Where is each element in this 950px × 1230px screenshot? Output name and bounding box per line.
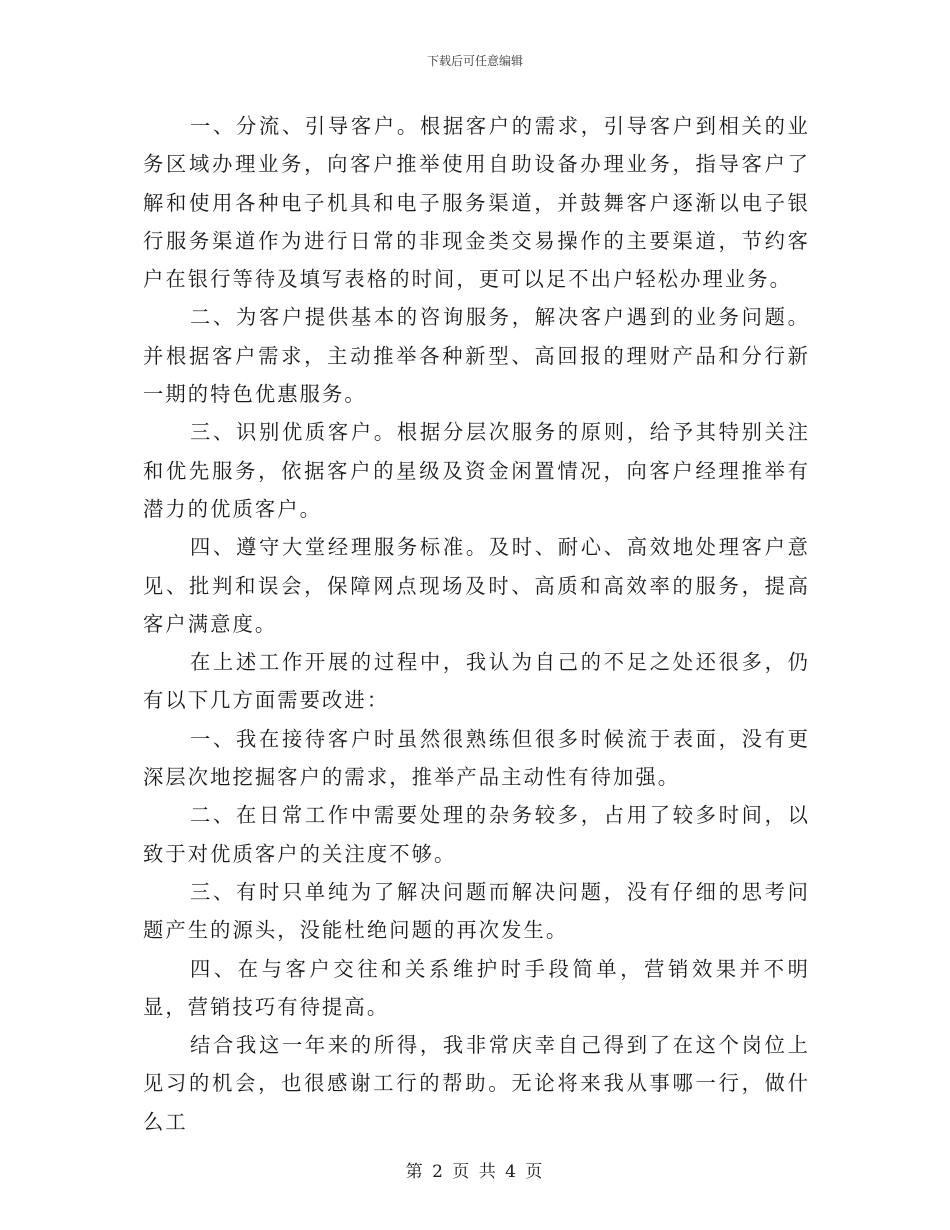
paragraph-10: 结合我这一年来的所得，我非常庆幸自己得到了在这个岗位上见习的机会，也很感谢工行的帮助。无论将来我从事哪一行，做什么工 bbox=[143, 1033, 810, 1134]
paragraph-8: 三、有时只单纯为了解决问题而解决问题，没有仔细的思考问题产生的源头，没能杜绝问题的再次发生。 bbox=[143, 879, 810, 943]
page-footer: 第 2 页 共 4 页 bbox=[405, 1162, 545, 1182]
document-body bbox=[143, 107, 810, 1141]
paragraph-6: 一、我在接待客户时虽然很熟练但很多时候流于表面，没有更深层次地挖掘客户的需求，推举产品主动性有待加强。 bbox=[143, 726, 810, 790]
paragraph-4: 四、遵守大堂经理服务标准。及时、耐心、高效地处理客户意见、批判和误会，保障网点现场及时、高质和高效率的服务，提高客户满意度。 bbox=[143, 535, 810, 636]
paragraph-1: 一、分流、引导客户。根据客户的需求，引导客户到相关的业务区域办理业务，向客户推举使用自助设备办理业务，指导客户了解和使用各种电子机具和电子服务渠道，并鼓舞客户逐渐以电子银行服务渠道作为进行日常的非现金类交易操作的主要渠道，节约客户在银行等待及填写表格的时间，更可以足不出户轻松办理业务。 bbox=[143, 114, 810, 292]
paragraph-2: 二、为客户提供基本的咨询服务，解决客户遇到的业务问题。并根据客户需求，主动推举各种新型、高回报的理财产品和分行新一期的特色优惠服务。 bbox=[143, 305, 810, 407]
paragraph-5: 在上述工作开展的过程中，我认为自己的不足之处还很多，仍有以下几方面需要改进： bbox=[143, 650, 810, 713]
page-header: 下载后可任意编辑 bbox=[426, 54, 523, 68]
paragraph-3: 三、识别优质客户。根据分层次服务的原则，给予其特别关注和优先服务，依据客户的星级及资金闲置情况，向客户经理推举有潜力的优质客户。 bbox=[143, 420, 810, 521]
paragraph-7: 二、在日常工作中需要处理的杂务较多，占用了较多时间，以致于对优质客户的关注度不够。 bbox=[143, 803, 810, 866]
paragraph-9: 四、在与客户交往和关系维护时手段简单，营销效果并不明显，营销技巧有待提高。 bbox=[143, 956, 810, 1019]
